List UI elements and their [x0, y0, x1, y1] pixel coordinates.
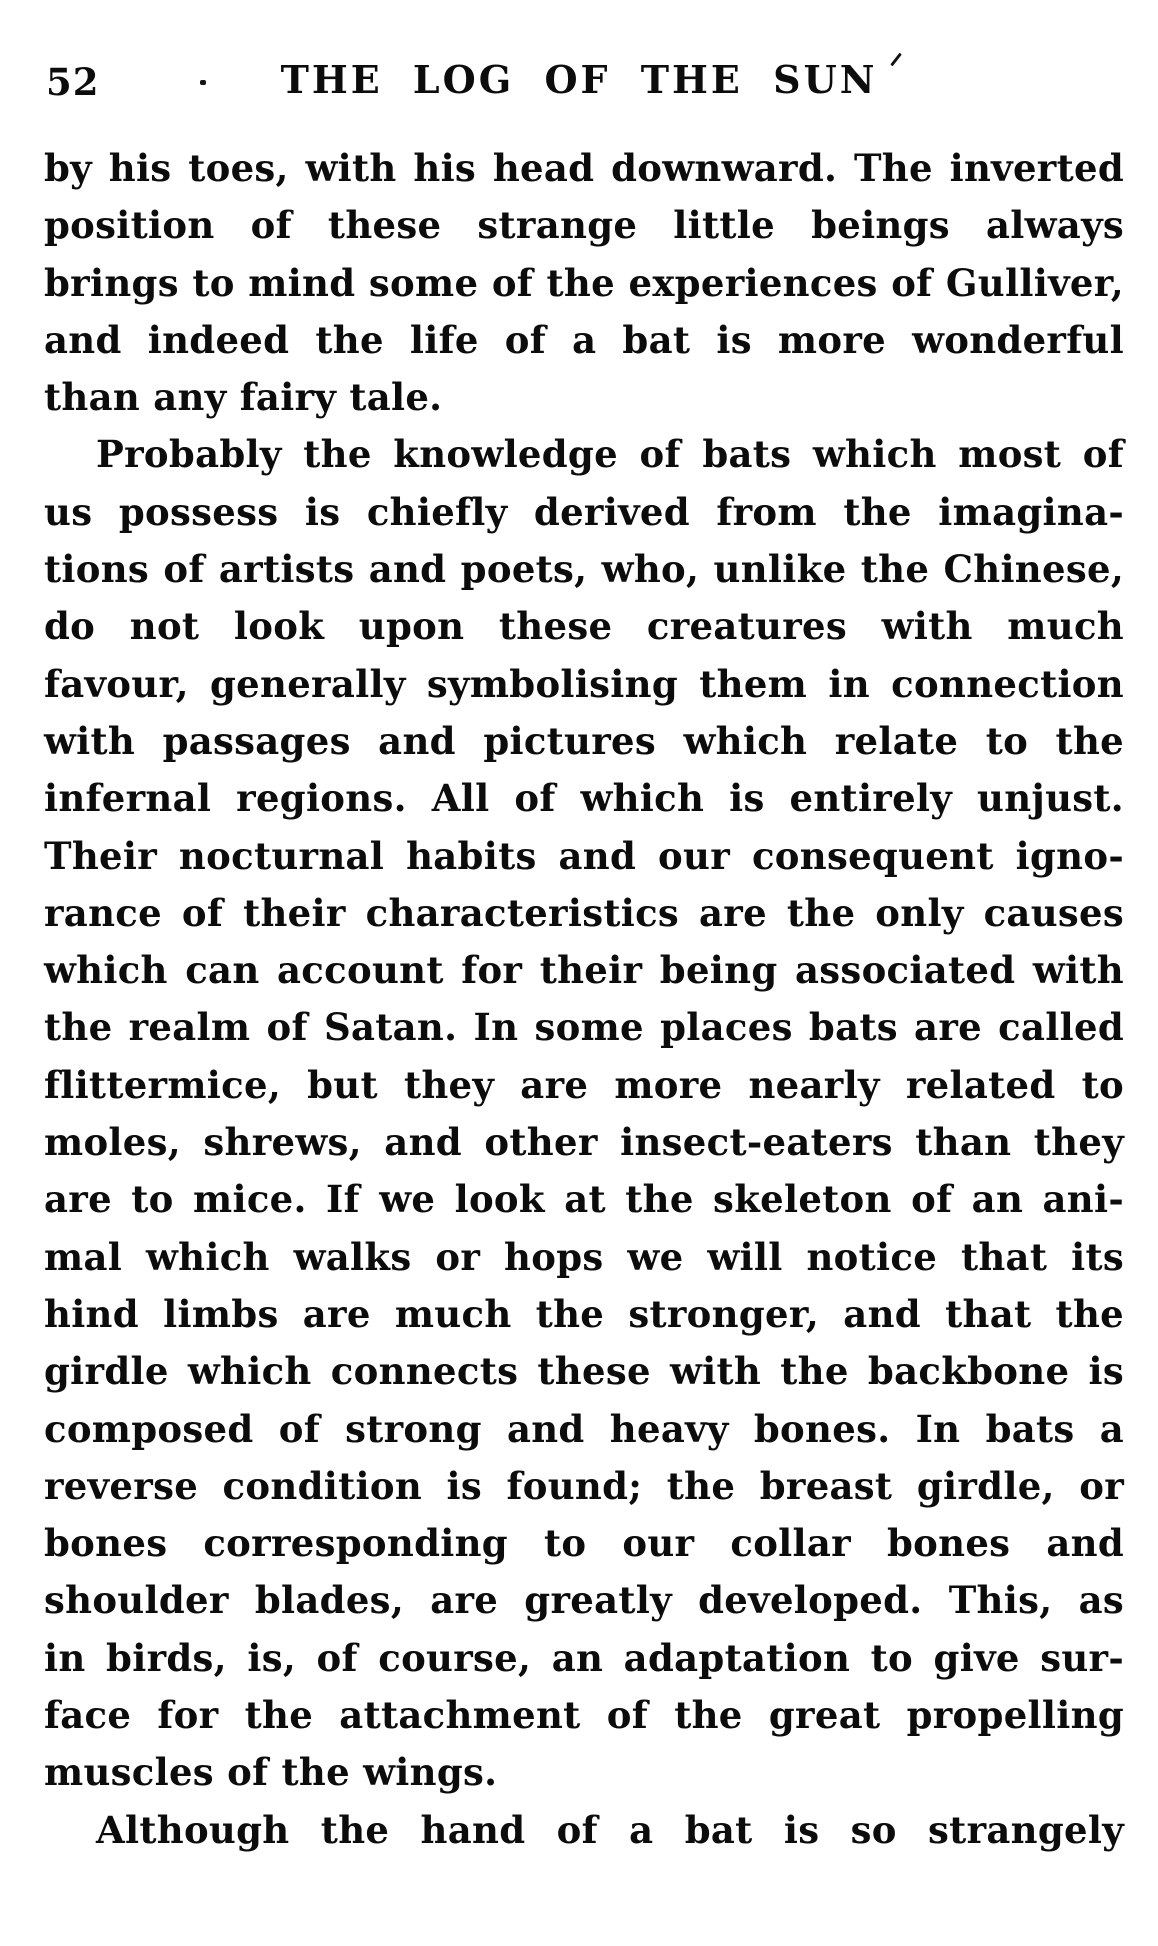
page-number: 52 — [46, 60, 100, 104]
text-line: composed of strong and heavy bones. In bats a — [44, 1406, 1124, 1451]
text-line: are to mice. If we look at the skeleton of an ani- — [44, 1177, 1124, 1222]
text-line: shoulder blades, are greatly developed. This, as — [44, 1578, 1124, 1623]
text-line: mal which walks or hops we will notice that its — [44, 1234, 1124, 1279]
text-line: us possess is chiefly derived from the imagina- — [44, 489, 1124, 534]
body-text — [44, 140, 1124, 1859]
text-line: by his toes, with his head downward. The inverted — [44, 146, 1124, 190]
text-line: brings to mind some of the experiences of Gulliver, — [44, 260, 1124, 305]
text-line: with passages and pictures which relate to the — [44, 718, 1124, 763]
text-line: rance of their characteristics are the only causes — [44, 890, 1124, 935]
text-line: infernal regions. All of which is entirely unjust. — [44, 776, 1124, 821]
text-line: tions of artists and poets, who, unlike the Chinese, — [44, 547, 1124, 592]
page-title: THE LOG OF THE SUN — [281, 56, 878, 104]
ink-speck — [200, 80, 206, 85]
text-line: the realm of Satan. In some places bats are called — [44, 1005, 1124, 1050]
text-line: bones corresponding to our collar bones and — [44, 1521, 1124, 1566]
text-line: face for the attachment of the great propelling — [44, 1693, 1124, 1738]
text-line: Their nocturnal habits and our consequent igno- — [44, 833, 1124, 878]
scan-artifact — [890, 53, 902, 67]
text-line: in birds, is, of course, an adaptation to give sur- — [44, 1635, 1124, 1680]
text-line: reverse condition is found; the breast girdle, or — [44, 1463, 1124, 1508]
text-line: position of these strange little beings always — [44, 203, 1124, 248]
text-line: flittermice, but they are more nearly related to — [44, 1062, 1124, 1107]
running-header — [0, 56, 1158, 108]
text-line: than any fairy tale. — [44, 375, 443, 420]
text-line: muscles of the wings. — [44, 1750, 498, 1795]
text-line: do not look upon these creatures with much — [44, 604, 1124, 649]
text-line: hind limbs are much the stronger, and that the — [44, 1291, 1124, 1336]
text-line: which can account for their being associated with — [44, 948, 1124, 993]
text-line: Probably the knowledge of bats which most of — [96, 432, 1124, 477]
text-line: Although the hand of a bat is so strangely — [96, 1807, 1124, 1852]
text-line: moles, shrews, and other insect-eaters than they — [44, 1120, 1124, 1165]
text-line: favour, generally symbolising them in connection — [44, 661, 1124, 706]
text-line: girdle which connects these with the backbone is — [44, 1349, 1124, 1394]
text-line: and indeed the life of a bat is more wonderful — [44, 317, 1124, 362]
